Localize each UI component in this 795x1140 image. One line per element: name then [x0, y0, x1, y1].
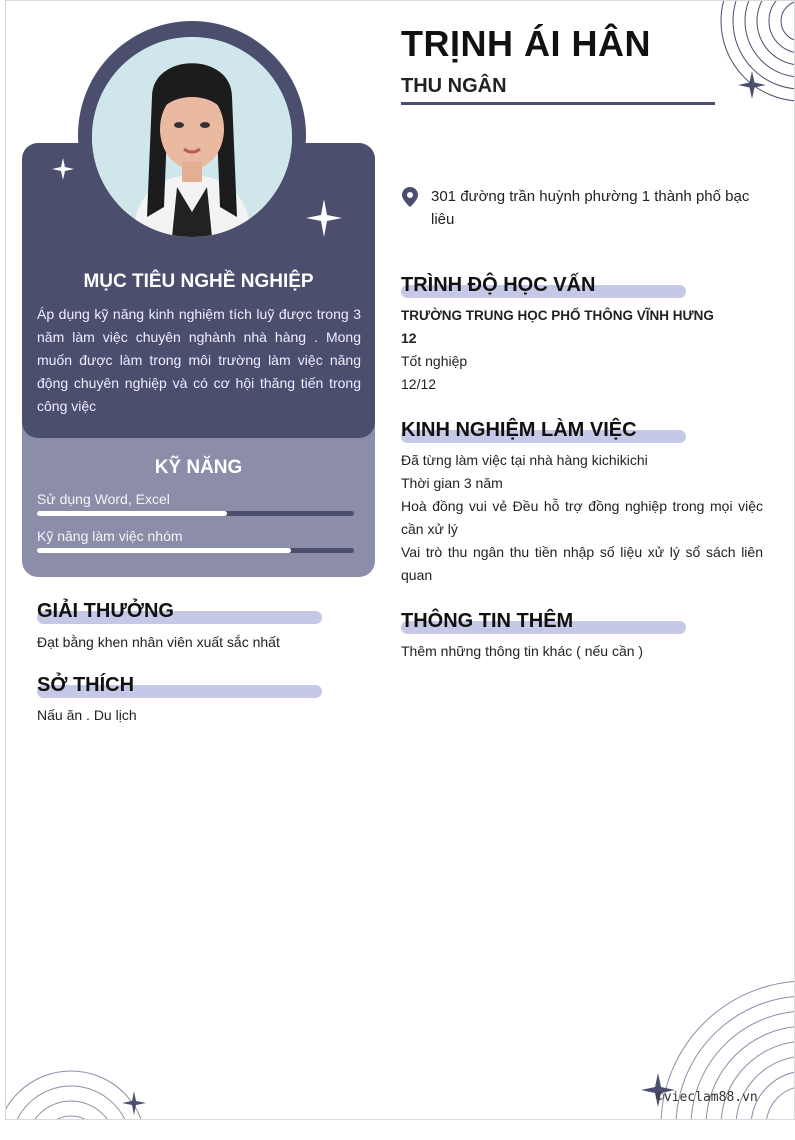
experience-line: Hoà đồng vui vẻ Đều hỗ trợ đồng nghiệp trong mọi việc cần xử lý [401, 498, 763, 537]
profile-photo [92, 37, 292, 237]
education-status: Tốt nghiệp [401, 353, 468, 369]
hobbies-text: Nấu ăn . Du lịch [37, 707, 137, 723]
education-grade: 12 [401, 330, 417, 346]
watermark: ©vieclam88.vn [656, 1090, 758, 1105]
experience-line: Vai trò thu ngân thu tiền nhập số liệu xử lý sổ sách liên quan [401, 544, 763, 583]
objective-text: Áp dụng kỹ năng kinh nghiệm tích luỹ được trong 3 năm làm việc chuyên nghành nhà hàng . Mong muốn được làm trong môi trường làm việc năng động chuyên nghiệp và có cơ hội thăng tiến trong công việc [37, 306, 361, 414]
school-name: TRƯỜNG TRUNG HỌC PHỔ THÔNG VĨNH HƯNG [401, 308, 714, 323]
skills-title: KỸ NĂNG [154, 457, 243, 478]
experience-title: KINH NGHIỆM LÀM VIỆC [401, 419, 637, 441]
job-title: THU NGÂN [401, 75, 507, 97]
awards-text: Đạt bằng khen nhân viên xuất sắc nhất [37, 634, 280, 650]
skill-name: Kỹ năng làm việc nhóm [37, 528, 183, 544]
education-title: TRÌNH ĐỘ HỌC VẤN [401, 274, 596, 296]
location-pin-icon [401, 187, 419, 207]
skill-name: Sử dụng Word, Excel [37, 491, 170, 507]
address: 301 đường trần huỳnh phường 1 thành phố bạc liêu [431, 188, 750, 228]
experience-line: Đã từng làm việc tại nhà hàng kichikichi [401, 452, 648, 468]
experience-line: Thời gian 3 năm [401, 475, 503, 491]
sparkle-icon [122, 1091, 146, 1115]
more-info-title: THÔNG TIN THÊM [401, 610, 574, 632]
candidate-name: TRỊNH ÁI HÂN [401, 23, 651, 64]
awards-title: GIẢI THƯỞNG [37, 600, 174, 622]
title-underline [401, 102, 715, 105]
more-info-text: Thêm những thông tin khác ( nếu cần ) [401, 643, 644, 659]
skill-bar [37, 548, 354, 553]
education-period: 12/12 [401, 376, 437, 392]
sparkle-icon [52, 158, 74, 180]
resume-page [5, 0, 795, 1120]
sparkle-icon [306, 199, 342, 237]
person-portrait-icon [92, 37, 292, 237]
skill-bar-fill [37, 511, 227, 516]
skill-bar [37, 511, 354, 516]
hobbies-title: SỞ THÍCH [37, 674, 135, 696]
sparkle-icon [738, 71, 766, 99]
objective-title: MỤC TIÊU NGHỀ NGHIỆP [83, 271, 314, 292]
skill-bar-fill [37, 548, 291, 553]
